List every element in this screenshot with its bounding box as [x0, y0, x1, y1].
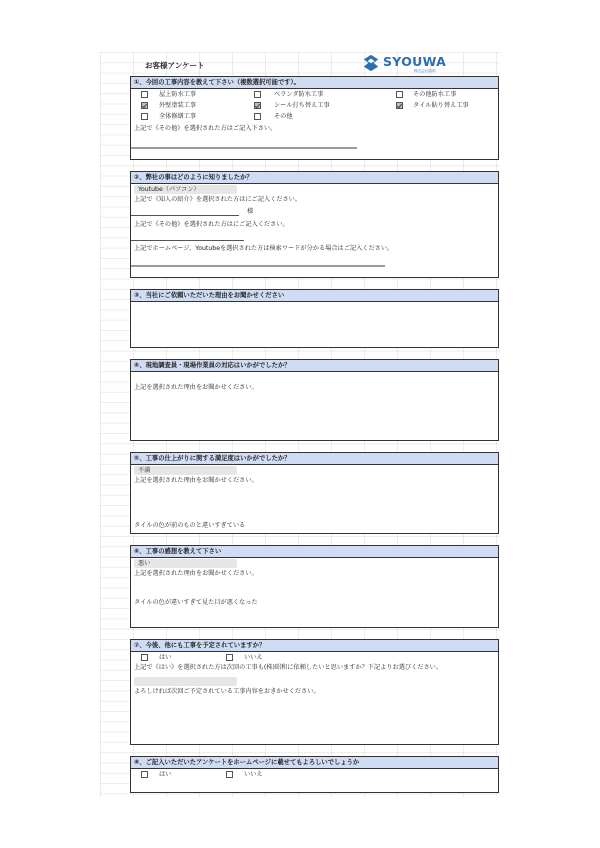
section-q7-heading: ⑦、今後、他にも工事を予定されていますか？	[131, 640, 498, 652]
option-label: ベランダ防水工事	[274, 91, 324, 98]
section-q6	[130, 545, 499, 628]
checkbox-full-renovation[interactable]	[141, 113, 148, 120]
option-label: その他	[274, 113, 293, 120]
option-label: 屋上防水工事	[159, 91, 197, 98]
checkbox-no[interactable]	[226, 771, 233, 778]
other-input-line[interactable]	[131, 240, 244, 241]
other-note: 上記で《その他》を選択された方はにご記入ください。	[134, 221, 289, 228]
yes-label: はい	[159, 771, 172, 778]
referral-note: 上記で《知人の紹介》を選択された方はにご記入ください。	[134, 196, 302, 203]
answer-value: 不満	[138, 466, 151, 474]
reason-comment: タイルの色が違いすぎて見た目が悪くなった	[134, 599, 258, 606]
section-q7	[130, 639, 499, 745]
next-work-note: よろしければ次回ご予定されている工事内容をおきかせください。	[134, 688, 320, 695]
option-label: 外壁塗装工事	[159, 102, 197, 109]
section-q4-heading: ④、現地調査員・現場作業員の対応はいかがでしたか？	[131, 360, 498, 372]
checkbox-yes[interactable]	[141, 771, 148, 778]
logo-subtitle: 株式会社昭和	[414, 69, 436, 73]
checkbox-balcony-waterproofing[interactable]	[254, 91, 261, 98]
honorific-label: 様	[247, 208, 254, 215]
logo-name: SYOUWA	[383, 54, 447, 69]
reason-note: 上記を選択された理由をお聞かせください。	[134, 477, 258, 484]
referral-input-line[interactable]	[131, 215, 239, 216]
checkbox-rooftop-waterproofing[interactable]	[141, 91, 148, 98]
checkbox-other[interactable]	[254, 113, 261, 120]
checkbox-sealant-replacement[interactable]	[254, 102, 261, 109]
section-q8	[130, 756, 499, 793]
followup-note: 上記で《はい》を選択された方は次回の工事も(株)昭和に依頼したいと思いますか？下記よりお選びください。	[134, 664, 443, 671]
section-q4	[130, 359, 499, 441]
answer-value: Youtube（パソコン）	[138, 185, 200, 193]
reason-note: 上記を選択された理由をお聞かせください。	[134, 384, 258, 391]
section-q5-heading: ⑤、工事の仕上がりに関する満足度はいかがでしたか？	[131, 453, 498, 465]
no-label: いいえ	[244, 654, 263, 661]
section-q3-heading: ③、当社にご依頼いただいた理由をお聞かせください	[131, 290, 498, 302]
followup-answer-field[interactable]	[134, 677, 237, 686]
search-word-note: 上記でホームページ、Youtubeを選択された方は検索ワードが分かる場合はご記入ください。	[134, 245, 394, 252]
reason-note: 上記を選択された理由をお聞かせください。	[134, 570, 258, 577]
section-q8-heading: ⑧、ご記入いただいたアンケートをホームページに載せてもよろしいでしょうか	[131, 757, 498, 769]
checkbox-no[interactable]	[226, 654, 233, 661]
other-input-line[interactable]	[131, 147, 357, 149]
search-word-input-line[interactable]	[131, 265, 385, 267]
checkbox-tile-replacement[interactable]	[396, 102, 403, 109]
option-label: 全体修繕工事	[159, 113, 197, 120]
section-q5	[130, 452, 499, 534]
section-q2-heading: ②、弊社の事はどのように知りましたか？	[131, 172, 498, 184]
answer-value: 悪い	[138, 559, 151, 567]
checkbox-exterior-painting[interactable]	[141, 102, 148, 109]
logo-mark-icon	[362, 54, 380, 72]
reason-comment: タイルの色が前のものと違いすぎている	[134, 522, 246, 529]
section-q3	[130, 289, 499, 348]
yes-label: はい	[159, 654, 172, 661]
no-label: いいえ	[244, 771, 263, 778]
other-note: 上記で《その他》を選択された方はご記入下さい。	[134, 125, 277, 132]
section-q6-heading: ⑥、工事の感想を教えて下さい	[131, 546, 498, 558]
section-q1	[130, 76, 499, 160]
option-label: シール打ち替え工事	[274, 102, 330, 109]
option-label: その他防水工事	[413, 91, 457, 98]
checkbox-other-waterproofing[interactable]	[396, 91, 403, 98]
section-q1-heading: ①、今回の工事内容を教えて下さい（複数選択可能です）。	[131, 77, 498, 89]
section-q2	[130, 171, 499, 278]
option-label: タイル貼り替え工事	[413, 102, 469, 109]
company-logo	[362, 53, 447, 77]
page-title: お客様アンケート	[145, 61, 205, 70]
checkbox-yes[interactable]	[141, 654, 148, 661]
